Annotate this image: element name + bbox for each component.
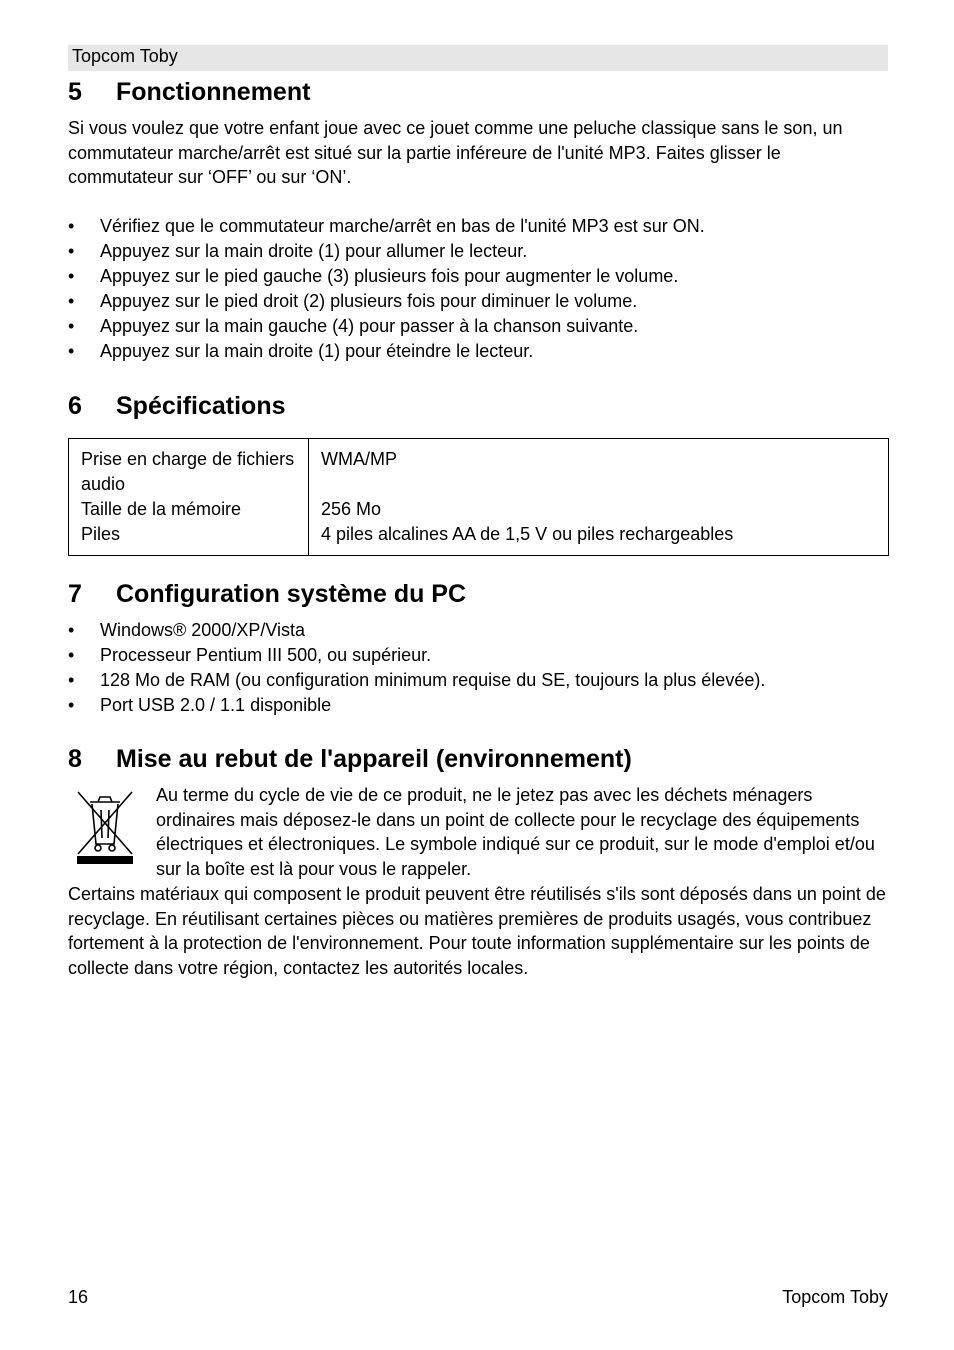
list-item: • Windows® 2000/XP/Vista — [68, 620, 306, 640]
section-7-list — [68, 618, 898, 718]
section-6-heading — [68, 391, 286, 421]
list-item: • Port USB 2.0 / 1.1 disponible — [68, 695, 332, 715]
section-number: 6 — [68, 392, 82, 420]
section-5-intro: Si vous voulez que votre enfant joue avec ce jouet comme une peluche classique sans le son, un commutateur marche/arrêt est situé sur la partie inféreure de l'unité MP3. Faites glisser le commutateur sur ‘OFF’ ou sur ‘ON’. — [68, 118, 843, 188]
section-7-heading — [68, 579, 466, 609]
section-title: Mise au rebut de l'appareil (environnement) — [116, 745, 632, 773]
spec-value: 256 Mo — [321, 499, 382, 519]
list-item: • Appuyez sur le pied gauche (3) plusieurs fois pour augmenter le volume. — [68, 266, 679, 286]
disposal-paragraph-2: Certains matériaux qui composent le produit peuvent être réutilisés s'ils sont déposés dans un point de recyclage. En réutilisant certaines pièces ou matières premières de produits usagés, vous contribuez fortement à la protection de l'environnement. Pour toute information supplémentaire sur les points de collecte dans votre région, contactez les autorités locales. — [68, 884, 886, 979]
spec-table — [68, 438, 889, 556]
spec-label: Piles — [81, 524, 121, 544]
list-item: • 128 Mo de RAM (ou configuration minimum requise du SE, toujours la plus élevée). — [68, 670, 766, 690]
list-item: • Appuyez sur la main gauche (4) pour passer à la chanson suivante. — [68, 316, 639, 336]
list-item: • Appuyez sur le pied droit (2) plusieurs fois pour diminuer le volume. — [68, 291, 638, 311]
spec-value: 4 piles alcalines AA de 1,5 V ou piles rechargeables — [321, 524, 734, 544]
section-5-list — [68, 214, 898, 364]
header-title: Topcom Toby — [72, 46, 178, 66]
section-title: Spécifications — [116, 392, 286, 420]
section-title: Configuration système du PC — [116, 580, 467, 608]
section-5-heading — [68, 77, 310, 107]
list-item: • Appuyez sur la main droite (1) pour allumer le lecteur. — [68, 241, 528, 261]
disposal-paragraph-1: Au terme du cycle de vie de ce produit, ne le jetez pas avec les déchets ménagers ordinaires mais déposez-le dans un point de collecte pour le recyclage des équipements électriques et électroniques. Le symbole indiqué sur ce produit, sur le mode d'emploi et/ou sur la boîte est là pour vous le rappeler. — [156, 785, 875, 880]
section-8-heading — [68, 744, 632, 774]
list-item: • Appuyez sur la main droite (1) pour éteindre le lecteur. — [68, 341, 534, 361]
section-number: 5 — [68, 78, 82, 106]
spec-label: Prise en charge de fichiers audio — [81, 449, 295, 494]
spec-labels-cell — [69, 439, 309, 556]
section-number: 8 — [68, 745, 82, 773]
page-number: 16 — [68, 1287, 89, 1307]
spec-values-cell — [309, 439, 889, 556]
list-item: • Vérifiez que le commutateur marche/arrêt en bas de l'unité MP3 est sur ON. — [68, 216, 705, 236]
running-header — [68, 45, 888, 71]
section-title: Fonctionnement — [116, 78, 311, 106]
spec-value: WMA/MP — [321, 449, 397, 469]
table-row — [69, 439, 889, 556]
list-item: • Processeur Pentium III 500, ou supérieur. — [68, 645, 432, 665]
section-number: 7 — [68, 580, 82, 608]
spec-label: Taille de la mémoire — [81, 499, 242, 519]
footer-title: Topcom Toby — [782, 1287, 888, 1307]
weee-bin-icon — [74, 788, 136, 866]
